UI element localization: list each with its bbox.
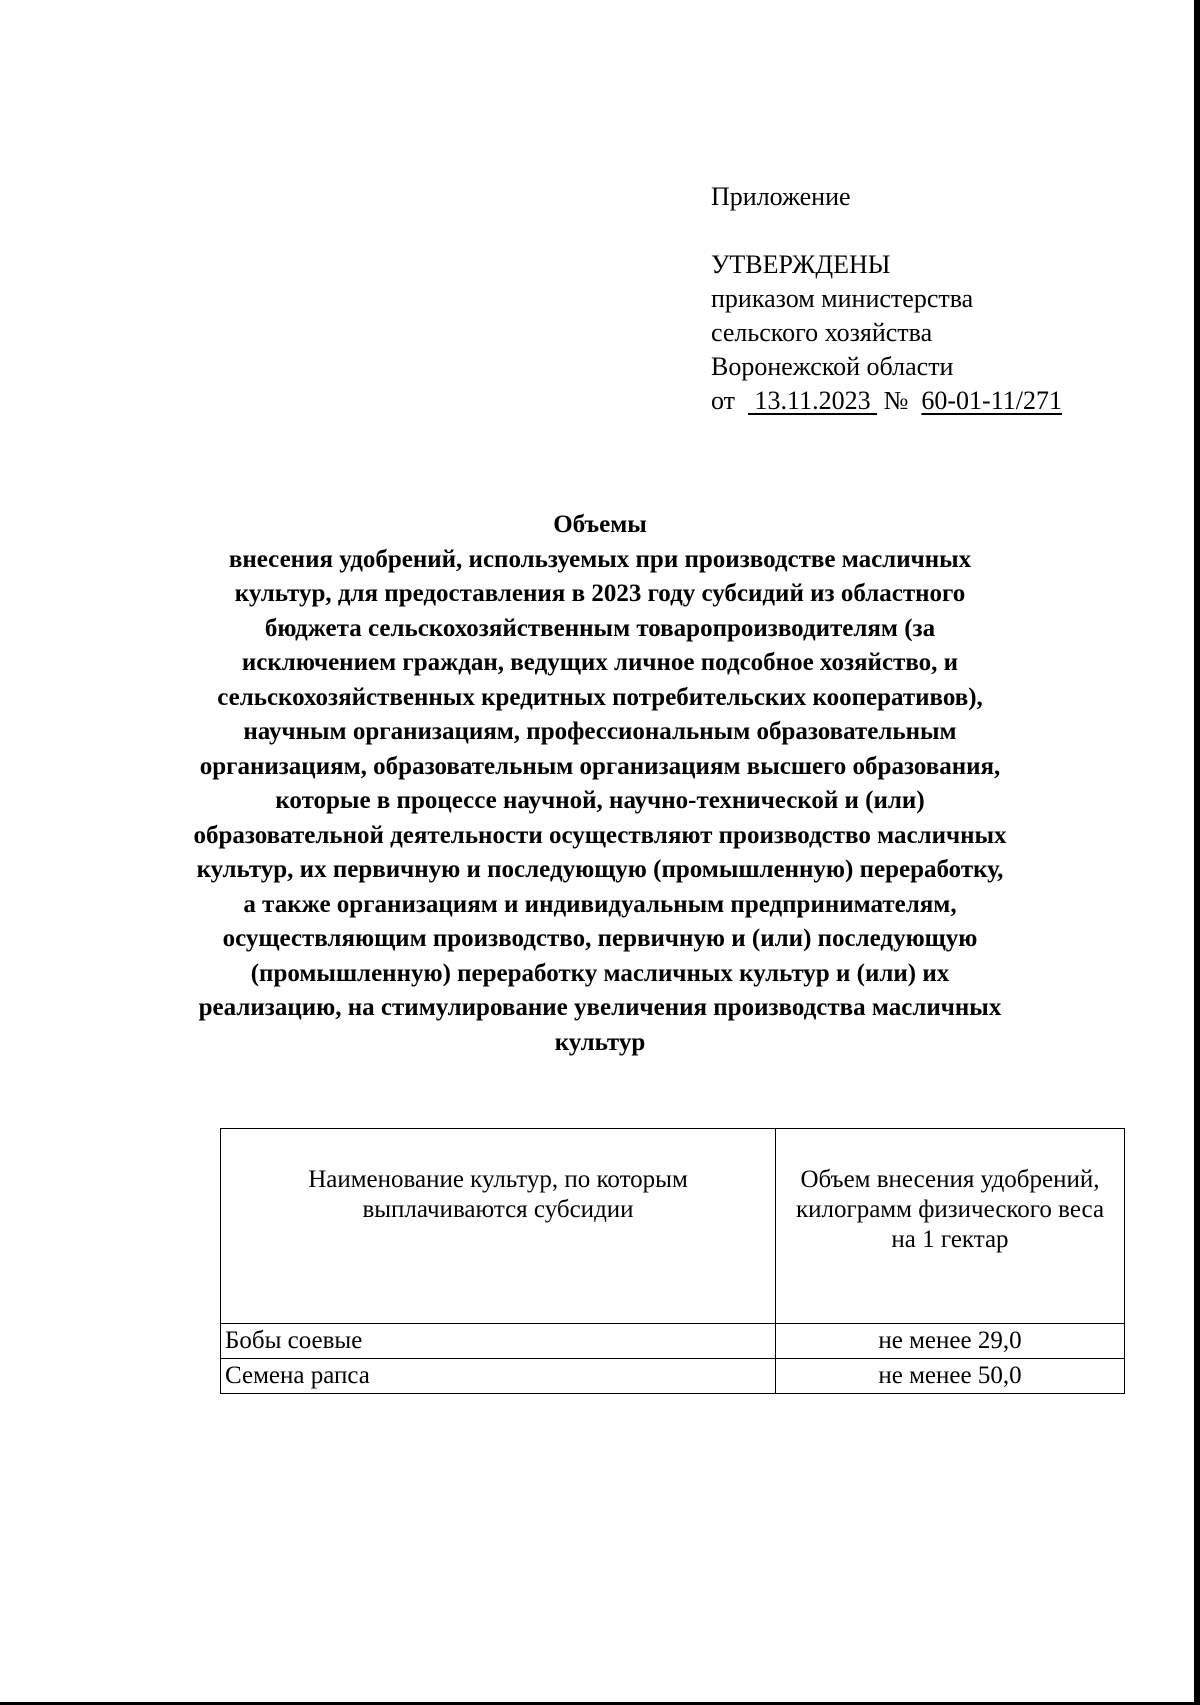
crop-name-cell: Семена рапса xyxy=(221,1359,776,1394)
title-line: реализацию, на стимулирование увеличения производства масличных xyxy=(198,994,1002,1021)
document-title xyxy=(150,508,1050,1060)
title-line: культур, их первичную и последующую (промышленную) переработку, xyxy=(196,856,1004,883)
volume-cell: не менее 29,0 xyxy=(776,1324,1125,1359)
title-line: культур xyxy=(554,1028,646,1056)
number-sign: № xyxy=(883,386,909,415)
page-right-edge xyxy=(1194,0,1200,1705)
title-line: а также организациям и индивидуальным предпринимателям, xyxy=(243,890,957,918)
order-number: 60-01-11/271 xyxy=(921,386,1062,415)
fertilizer-norms-table xyxy=(220,1128,1125,1394)
volume-cell: не менее 50,0 xyxy=(776,1359,1125,1394)
title-line: сельскохозяйственных кредитных потребительских кооперативов), xyxy=(217,683,983,711)
approval-date-line xyxy=(711,384,1062,418)
date-prefix: от xyxy=(711,386,736,415)
approval-line-3: Воронежской области xyxy=(711,352,954,381)
approval-stamp-block xyxy=(711,180,1062,418)
title-line: научным организациям, профессиональным образовательным xyxy=(243,718,957,745)
approved-label: УТВЕРЖДЕНЫ xyxy=(711,250,891,279)
header-fertilizer-volume: Объем внесения удобрений, килограмм физического веса на 1 гектар xyxy=(776,1129,1125,1324)
approval-line-1: приказом министерства xyxy=(711,284,974,313)
table-header-row xyxy=(221,1129,1125,1324)
table-row xyxy=(221,1359,1125,1394)
title-line: бюджета сельскохозяйственным товаропроизводителям (за xyxy=(264,614,936,642)
order-date: 13.11.2023 xyxy=(754,386,871,415)
table-row xyxy=(221,1324,1125,1359)
title-line: образовательной деятельности осуществляют производство масличных xyxy=(193,821,1007,849)
title-line: организациям, образовательным организациям высшего образования, xyxy=(199,752,1001,780)
title-line: которые в процессе научной, научно-технической и (или) xyxy=(275,787,925,814)
appendix-label: Приложение xyxy=(711,182,851,211)
crop-name-cell: Бобы соевые xyxy=(221,1324,776,1359)
approval-line-2: сельского хозяйства xyxy=(711,318,933,347)
title-line: внесения удобрений, используемых при производстве масличных xyxy=(228,545,972,573)
title-line: культур, для предоставления в 2023 году субсидий из областного xyxy=(234,580,966,607)
title-line: исключением граждан, ведущих личное подсобное хозяйство, и xyxy=(241,649,959,676)
title-line: (промышленную) переработку масличных культур и (или) их xyxy=(250,959,950,987)
title-line: осуществляющим производство, первичную и (или) последующую xyxy=(222,925,978,952)
title-main: Объемы xyxy=(553,511,647,538)
header-crop-name: Наименование культур, по которым выплачиваются субсидии xyxy=(221,1129,776,1324)
